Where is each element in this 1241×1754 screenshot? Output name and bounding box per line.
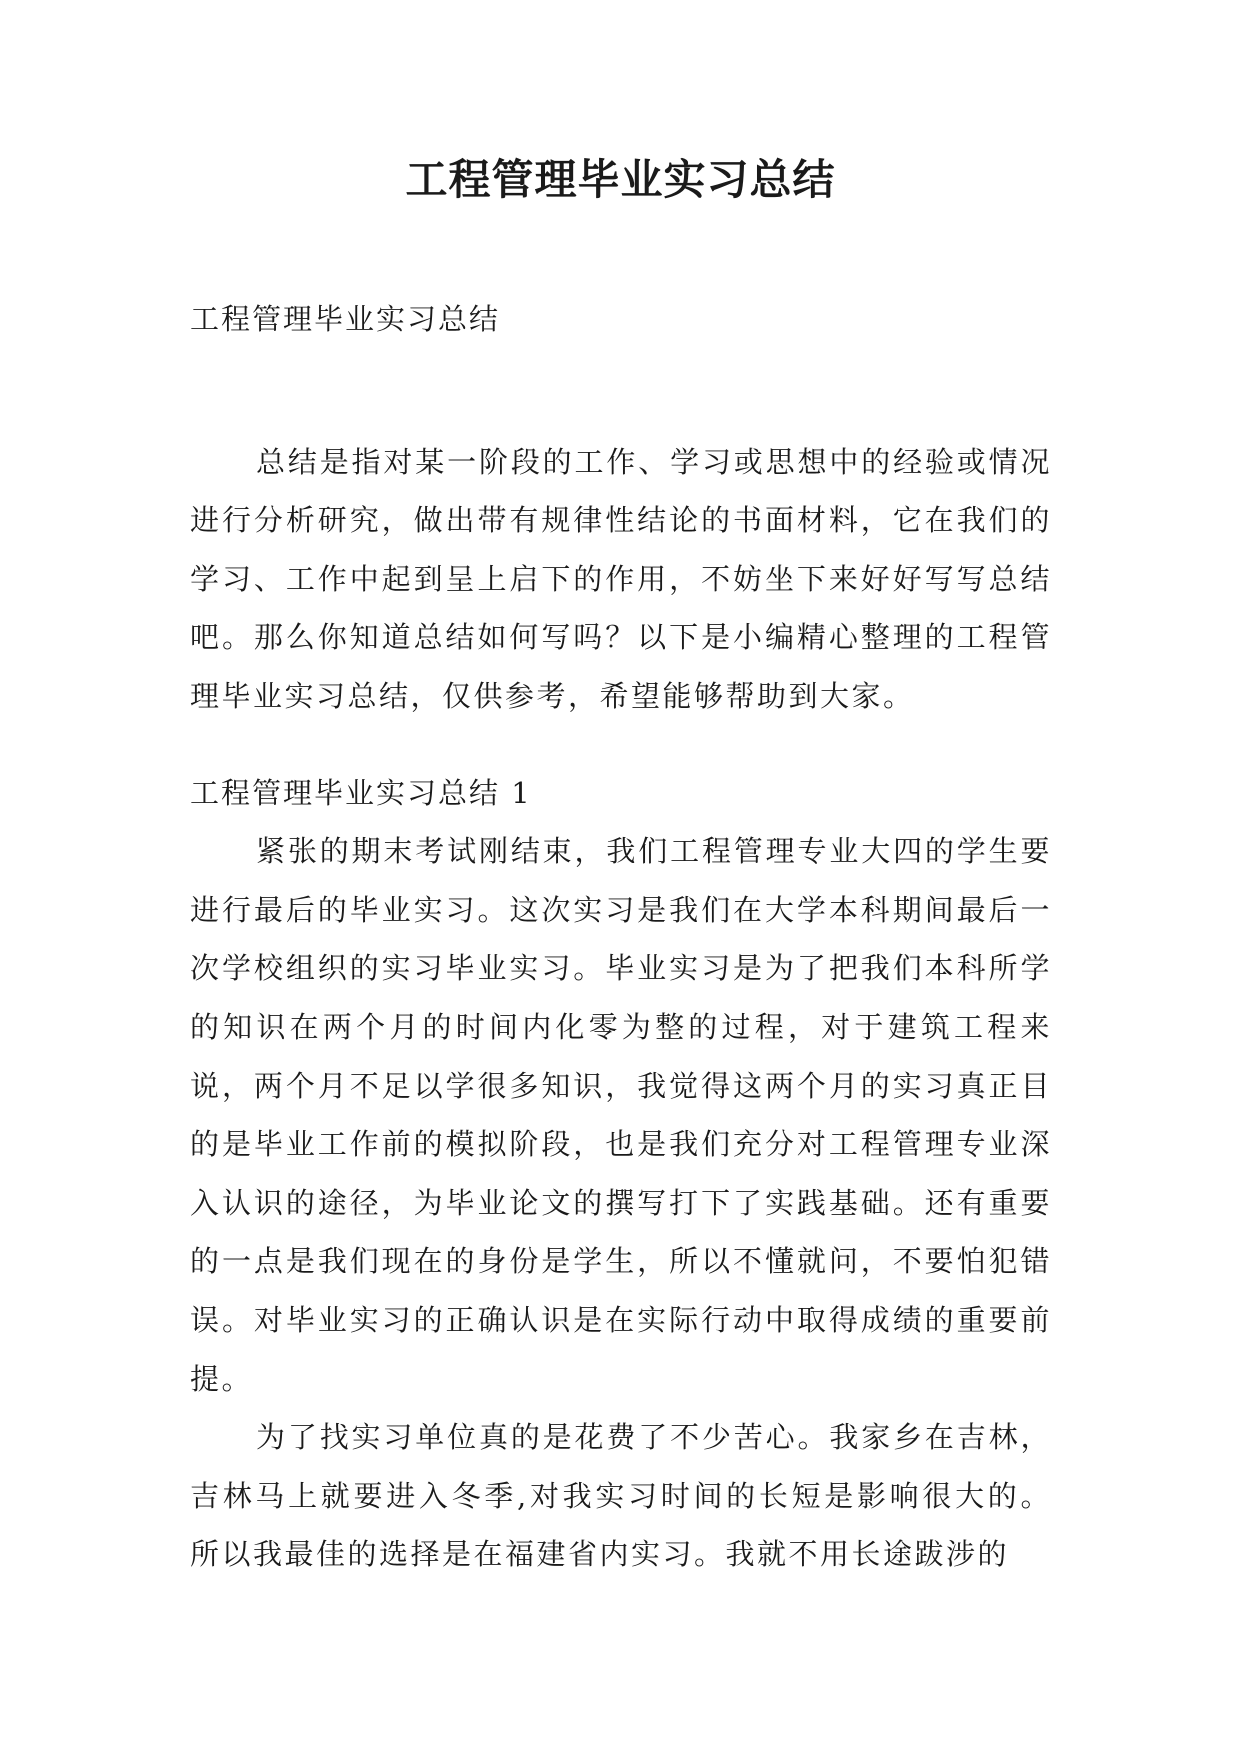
document-title: 工程管理毕业实习总结	[405, 155, 836, 204]
body-paragraph: 紧张的期末考试刚结束，我们工程管理专业大四的学生要进行最后的毕业实习。这次实习是我们在大学本科期间最后一次学校组织的实习毕业实习。毕业实习是为了把我们本科所学的知识在两个月的时间内化零为整的过程，对于建筑工程来说，两个月不足以学很多知识，我觉得这两个月的实习真正目的是毕业工作前的模拟阶段，也是我们充分对工程管理专业深入认识的途径，为毕业论文的撰写打下了实践基础。还有重要的一点是我们现在的身份是学生，所以不懂就问，不要怕犯错误。对毕业实习的正确认识是在实际行动中取得成绩的重要前提。	[190, 834, 1052, 1396]
spacer	[190, 726, 1052, 764]
section-heading: 工程管理毕业实习总结 1	[190, 775, 532, 810]
intro-paragraph: 总结是指对某一阶段的工作、学习或思想中的经验或情况进行分析研究，做出带有规律性结论的书面材料，它在我们的学习、工作中起到呈上启下的作用，不妨坐下来好好写写总结吧。那么你知道总结如何写吗？以下是小编精心整理的工程管理毕业实习总结，仅供参考，希望能够帮助到大家。	[190, 444, 1052, 713]
document-subtitle: 工程管理毕业实习总结	[190, 302, 501, 336]
body-paragraph: 为了找实习单位真的是花费了不少苦心。我家乡在吉林，吉林马上就要进入冬季,对我实习时间的长短是影响很大的。所以我最佳的选择是在福建省内实习。我就不用长途跋涉的	[190, 1420, 1052, 1572]
spacer	[190, 349, 1052, 433]
document-body	[190, 290, 1052, 1584]
